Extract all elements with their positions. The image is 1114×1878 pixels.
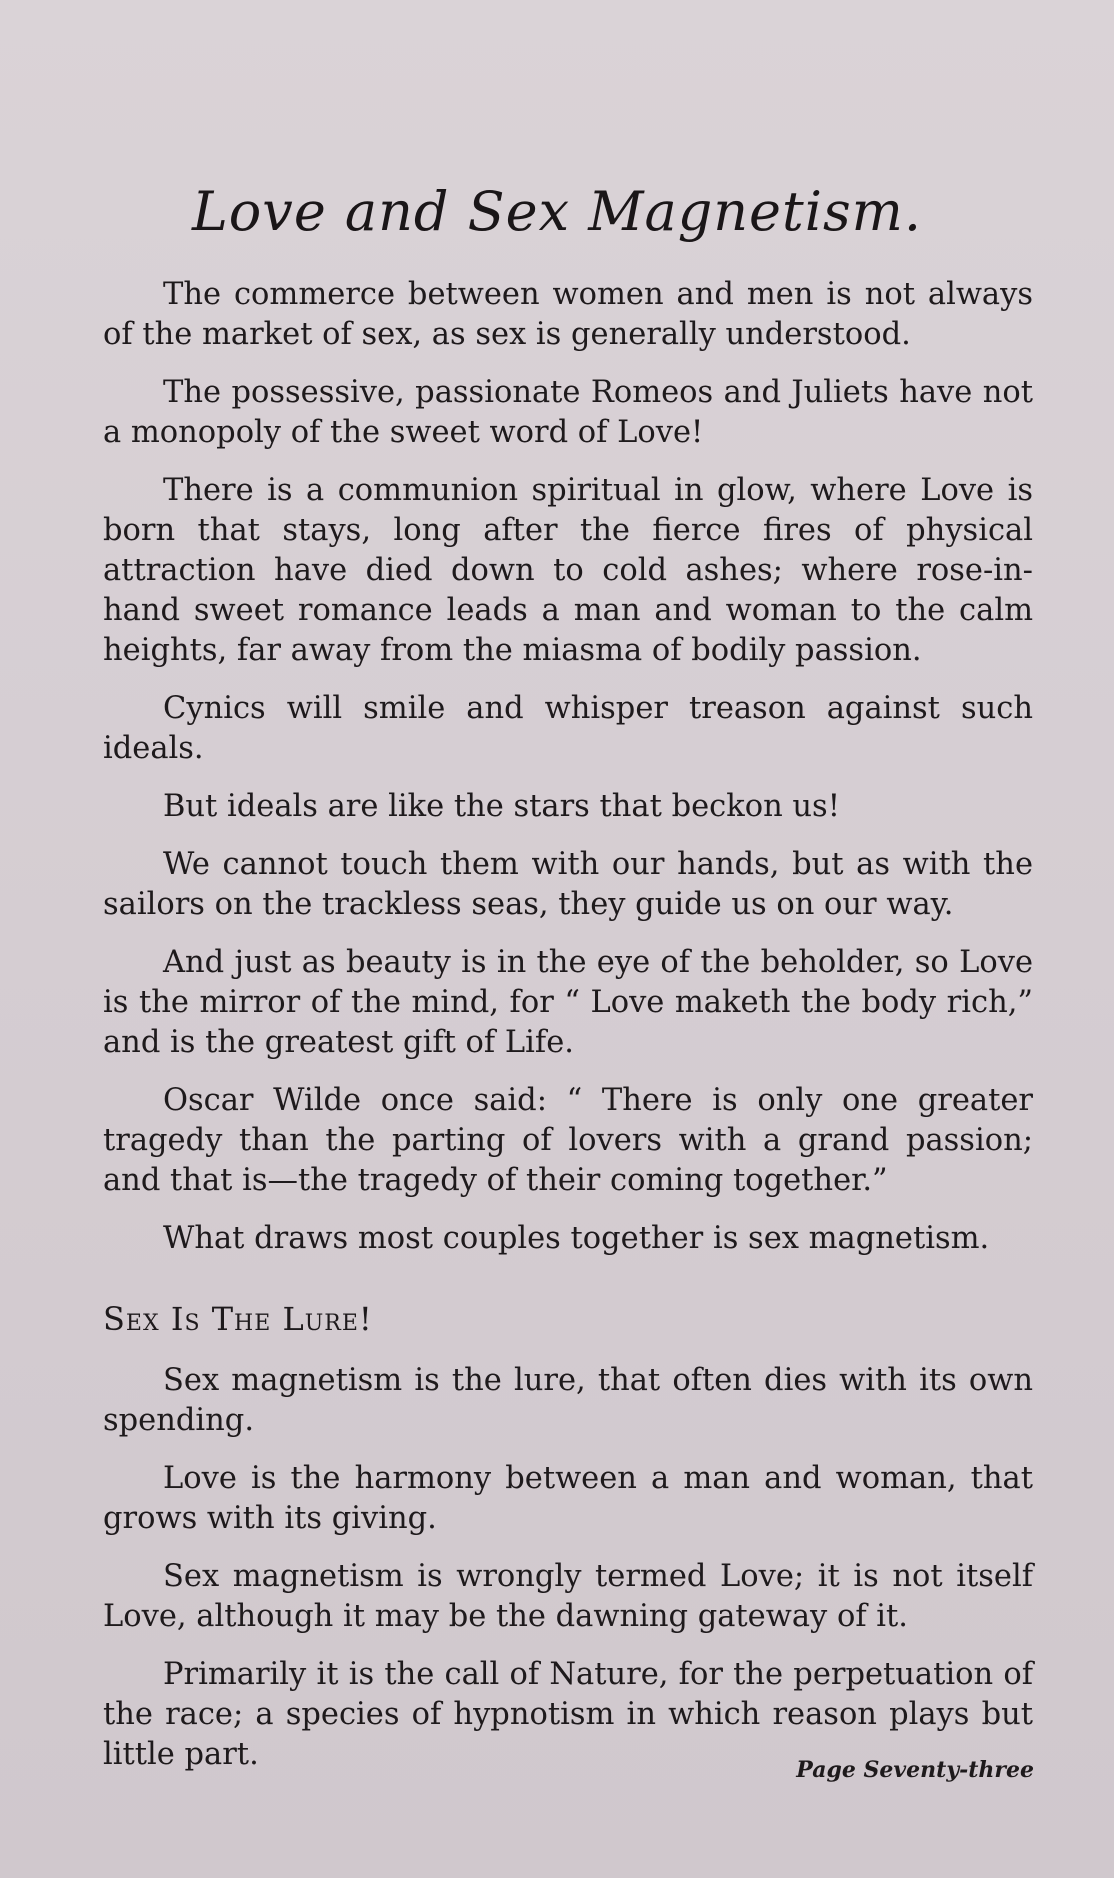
- paragraph: What draws most couples together is sex magnetism.: [163, 1221, 990, 1256]
- section-heading: Sex Is The Lure!: [103, 1300, 373, 1338]
- paragraph: Primarily it is the call of Nature, for the perpetuation of the race; a species of hypnotism in which reason plays but little part.: [103, 1657, 1033, 1772]
- page-body: [103, 275, 1033, 1793]
- paragraph: Sex magnetism is the lure, that often dies with its own spending.: [103, 1363, 1033, 1438]
- paragraph: The possessive, passionate Romeos and Juliets have not a monopoly of the sweet word of Love!: [103, 375, 1033, 450]
- paragraph: There is a communion spiritual in glow, where Love is born that stays, long after the fierce fires of physical attraction have died down to cold ashes; where rose-in-hand sweet romance leads a man and woman to the calm heights, far away from the miasma of bodily passion.: [103, 473, 1033, 668]
- page-number: Page Seventy-three: [796, 1757, 1034, 1783]
- paragraph: And just as beauty is in the eye of the beholder, so Love is the mirror of the mind, for “ Love maketh the body rich,” and is the greatest gift of Life.: [103, 945, 1033, 1060]
- paragraph: Oscar Wilde once said: “ There is only one greater tragedy than the parting of lovers with a grand passion; and that is—the tragedy of their coming together.”: [103, 1083, 1033, 1198]
- paragraph: Sex magnetism is wrongly termed Love; it is not itself Love, although it may be the dawning gateway of it.: [103, 1559, 1033, 1634]
- paragraph: Love is the harmony between a man and woman, that grows with its giving.: [103, 1461, 1033, 1536]
- paragraph: We cannot touch them with our hands, but as with the sailors on the trackless seas, they guide us on our way.: [103, 847, 1033, 922]
- paragraph: The commerce between women and men is not always of the market of sex, as sex is generally understood.: [103, 277, 1033, 352]
- page-title: Love and Sex Magnetism.: [191, 180, 923, 243]
- paragraph: But ideals are like the stars that beckon us!: [163, 789, 840, 824]
- paragraph: Cynics will smile and whisper treason against such ideals.: [103, 691, 1033, 766]
